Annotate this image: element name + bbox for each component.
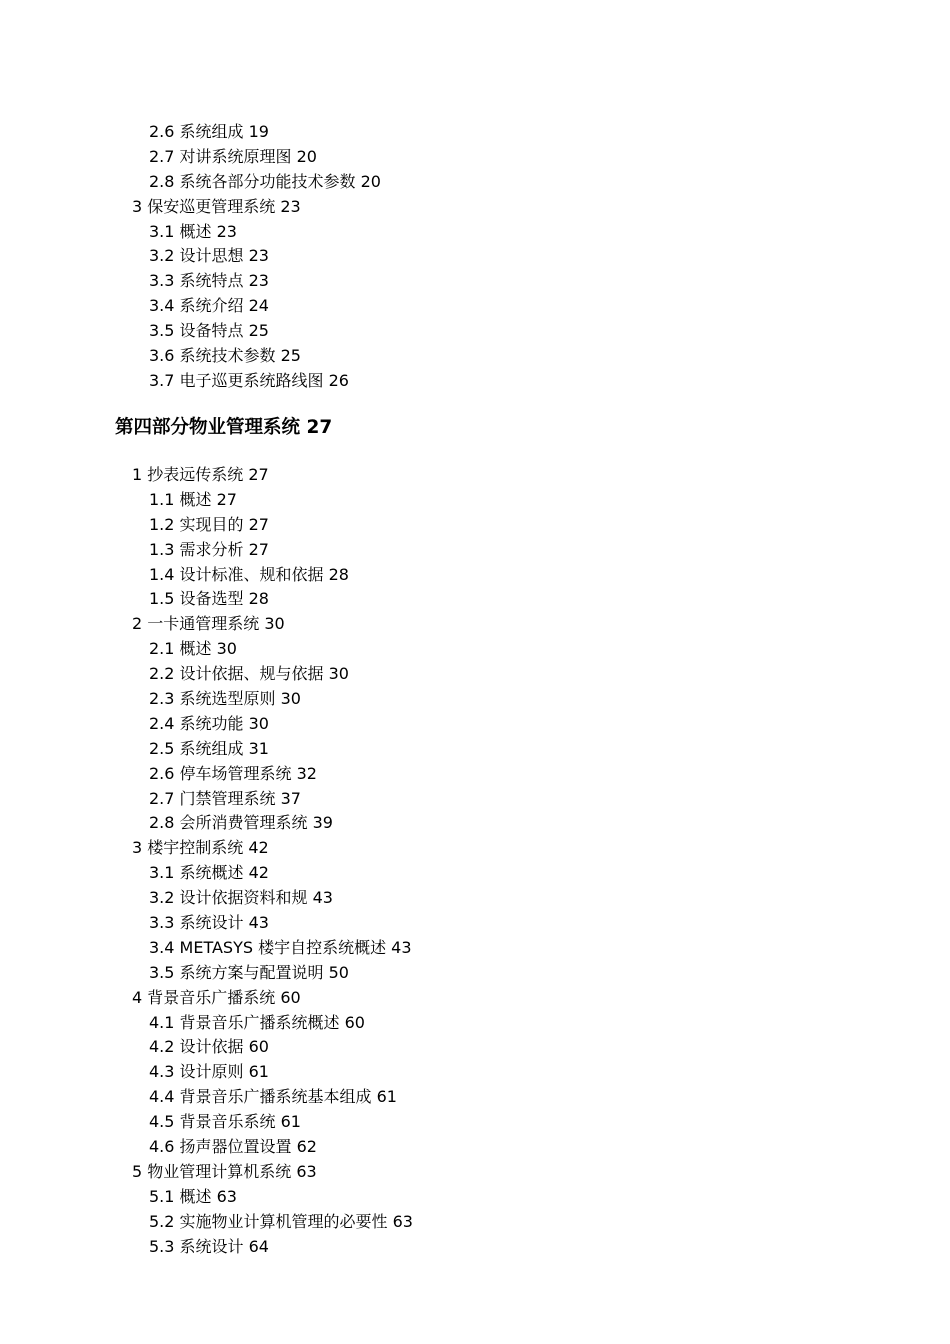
toc-subsection-entry: 2.4 系统功能 30 bbox=[149, 713, 269, 733]
toc-subsection-entry: 2.5 系统组成 31 bbox=[149, 738, 269, 758]
toc-subsection-entry: 1.2 实现目的 27 bbox=[149, 514, 269, 534]
toc-subsection-entry: 1.4 设计标准、规和依据 28 bbox=[149, 564, 349, 584]
toc-subsection-entry: 2.1 概述 30 bbox=[149, 639, 237, 659]
toc-list-bottom bbox=[0, 463, 950, 1260]
toc-subsection-entry: 3.5 设备特点 25 bbox=[149, 321, 269, 341]
toc-subsection-entry: 3.7 电子巡更系统路线图 26 bbox=[149, 370, 349, 390]
toc-subsection-entry: 4.3 设计原则 61 bbox=[149, 1062, 269, 1082]
toc-subsection-entry: 2.2 设计依据、规与依据 30 bbox=[149, 664, 349, 684]
toc-section-entry: 1 抄表远传系统 27 bbox=[132, 465, 269, 484]
toc-section-entry: 4 背景音乐广播系统 60 bbox=[132, 987, 301, 1007]
toc-subsection-entry: 4.4 背景音乐广播系统基本组成 61 bbox=[149, 1087, 397, 1107]
toc-subsection-entry: 4.1 背景音乐广播系统概述 60 bbox=[149, 1012, 365, 1032]
toc-section-entry: 2 一卡通管理系统 30 bbox=[132, 614, 285, 634]
toc-subsection-entry: 3.2 设计思想 23 bbox=[149, 246, 269, 266]
part-heading: 第四部分物业管理系统 27 bbox=[115, 417, 333, 438]
toc-subsection-entry: 5.3 系统设计 64 bbox=[149, 1236, 269, 1256]
toc-subsection-entry: 3.1 系统概述 42 bbox=[149, 863, 269, 883]
toc-subsection-entry: 4.5 背景音乐系统 61 bbox=[149, 1112, 301, 1132]
toc-subsection-entry: 5.1 概述 63 bbox=[149, 1186, 237, 1206]
toc-subsection-entry: 3.6 系统技术参数 25 bbox=[149, 346, 301, 366]
toc-subsection-entry: 5.2 实施物业计算机管理的必要性 63 bbox=[149, 1211, 413, 1231]
toc-subsection-entry: 1.5 设备选型 28 bbox=[149, 589, 269, 609]
toc-subsection-entry: 1.1 概述 27 bbox=[149, 489, 237, 509]
toc-subsection-entry: 4.6 扬声器位置设置 62 bbox=[149, 1137, 317, 1157]
toc-section-entry: 3 楼宇控制系统 42 bbox=[132, 838, 269, 858]
toc-subsection-entry: 4.2 设计依据 60 bbox=[149, 1037, 269, 1057]
toc-subsection-entry: 3.3 系统设计 43 bbox=[149, 913, 269, 933]
toc-subsection-entry: 2.8 会所消费管理系统 39 bbox=[149, 813, 333, 833]
toc-section-entry: 5 物业管理计算机系统 63 bbox=[132, 1161, 317, 1181]
toc-subsection-entry: 2.7 门禁管理系统 37 bbox=[149, 788, 301, 808]
toc-subsection-entry: 3.2 设计依据资料和规 43 bbox=[149, 888, 333, 908]
toc-subsection-entry: 3.4 系统介绍 24 bbox=[149, 296, 269, 316]
toc-list-top bbox=[0, 120, 950, 394]
toc-subsection-entry: 2.3 系统选型原则 30 bbox=[149, 689, 301, 709]
toc-subsection-entry: 3.3 系统特点 23 bbox=[149, 271, 269, 291]
toc-subsection-entry: 2.7 对讲系统原理图 20 bbox=[149, 146, 317, 166]
toc-subsection-entry: 2.8 系统各部分功能技术参数 20 bbox=[149, 171, 381, 191]
toc-subsection-entry: 3.4 METASYS 楼宇自控系统概述 43 bbox=[149, 937, 412, 957]
toc-subsection-entry: 3.5 系统方案与配置说明 50 bbox=[149, 962, 349, 982]
toc-subsection-entry: 2.6 系统组成 19 bbox=[149, 122, 269, 141]
toc-subsection-entry: 2.6 停车场管理系统 32 bbox=[149, 763, 317, 783]
toc-subsection-entry: 3.1 概述 23 bbox=[149, 221, 237, 241]
toc-subsection-entry: 1.3 需求分析 27 bbox=[149, 539, 269, 559]
toc-section-entry: 3 保安巡更管理系统 23 bbox=[132, 196, 301, 216]
